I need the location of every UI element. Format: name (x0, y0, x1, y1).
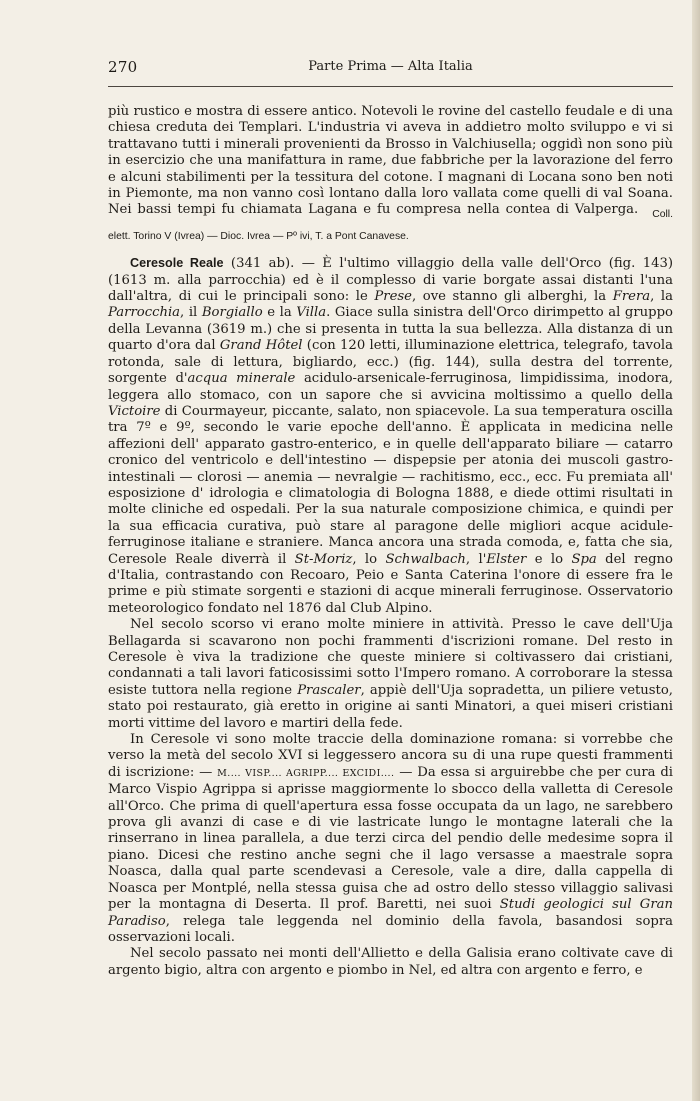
page-edge (692, 0, 700, 1101)
citation-note: Coll. elett. Torino V (Ivrea) — Dioc. Ivrea — Pº ivi, T. a Pont Canavese. (108, 209, 673, 242)
paragraph-ceresole-reale: Ceresole Reale (341 ab). — È l'ultimo villaggio della valle dell'Orco (fig. 143) (1613 m. alla parrocchia) ed è il complesso di varie borgate assai distanti l'una dall'altra, di cui le principali sono: le Prese, ove stanno gli alberghi, la Frera, la Parrocchia, il Borgiallo e la Villa. Giace sulla sinistra dell'Orco dirimpetto al gruppo della Levanna (3619 m.) che si presenta in tutta la sua bellezza. Alla distanza di un quarto d'ora dal Grand Hôtel (con 120 letti, illuminazione elettrica, telegrafo, tavola rotonda, sale di lettura, bigliardo, ecc.) (fig. 144), sulla destra del torrente, sorgente d'acqua minerale acidulo-arsenicale-ferruginosa, limpidissima, inodora, leggera allo stomaco, con un sapore che si avvicina moltissimo a quello della Victoire di Courmayeur, piccante, salato, non spiacevole. La sua temperatura oscilla tra 7º e 9º, secondo le varie epoche dell'anno. È applicata in medicina nelle affezioni dell' apparato gastro-enterico, e in quelle dell'apparato biliare — catarro cronico del ventricolo e dell'intestino — dispepsie per atonia dei muscoli gastro-intestinali — clorosi — anemia — nevralgie — rachitismo, ecc., ecc. Fu premiata all' esposizione d' idrologia e climatologia di Bologna 1888, e diede ottimi risultati in molte cliniche ed ospedali. Per la sua naturale composizione chimica, e quindi per la sua efficacia curativa, può stare al paragone delle migliori acque acidule-ferruginose italiane e straniere. Manca ancora una strada comoda, e, fatta che sia, Ceresole Reale diverrà il St-Moriz, lo Schwalbach, l'Elster e lo Spa del regno d'Italia, contrastando con Recoaro, Peio e Santa Caterina l'onore di essere fra le prime e più stimate sorgenti e stazioni di acque minerali ferruginose. Osservatorio meteorologico fondato nel 1876 dal Club Alpino. (108, 256, 674, 616)
paragraph-miniere: Nel secolo scorso vi erano molte miniere in attività. Presso le cave dell'Uja Bellagarda si scavarono non pochi frammenti d'iscrizioni romane. Del resto in Ceresole è viva la tradizione che queste miniere si coltivassero dai cristiani, condannati a tali lavori faticosissimi sotto l'Impero romano. A corroborare la stessa esiste tuttora nella regione Prascaler, appiè dell'Uja sopradetta, un piliere vetusto, stato poi restaurato, già eretto in origine ai santi Minatori, a quei miseri cristiani morti vittime del lavoro e martiri della fede. (108, 617, 673, 731)
page-number: 270 (108, 58, 138, 76)
paragraph-locana: più rustico e mostra di essere antico. Notevoli le rovine del castello feudale e di una chiesa creduta dei Templari. L'industria vi aveva in addietro molto sviluppo e vi si trattavano tutti i minerali provenienti da Brosso in Valchiusella; oggidì non sono più in esercizio che una manifattura in rame, due fabbriche per la lavorazione del ferro e alcuni stabilimenti per la tessitura del cotone. I magnani di Locana sono ben noti in Piemonte, ma non vanno così lontano dalla loro vallata come quelli di val Soana. Nei bassi tempi fu chiamata Lagana e fu compresa nella contea di Valperga. $_{Coll. elett. Torino V (Ivrea) — Dioc. Ivrea — Pº ivi, T. a Pont Canavese.}$ (108, 104, 673, 242)
header-rule (108, 86, 673, 87)
inscription-fragments: M.... VISP.... AGRIPP.... EXCIDI.... (217, 767, 395, 779)
page-header (108, 58, 673, 80)
running-title: Parte Prima — Alta Italia (308, 59, 473, 74)
paragraph-dominazione-romana: In Ceresole vi sono molte traccie della dominazione romana: si vorrebbe che verso la metà del secolo XVI si leggessero ancora su di una rupe questi frammenti di iscrizione: — M.... VISP.... AGRIPP.... EXCIDI.... — Da essa si arguirebbe che per cura di Marco Vispio Agrippa si aprisse maggiormente lo sbocco della valletta di Ceresole all'Orco. Che prima di quell'apertura essa fosse occupata da un lago, ne sarebbero prova gli avanzi di case e di vie lastricate lungo le montagne laterali che la rinserrano in linea parallela, a due terzi circa del pendio delle medesime sopra il piano. Dicesi che restino anche segni che il lago versasse a maestrale sopra Noasca, dalla qual parte scendevasi a Ceresole, vale a dire, dalla cappella di Noasca per Montplé, nella stessa guisa che ad ostro dello stesso villaggio salivasi per la montagna di Deserta. Il prof. Baretti, nei suoi Studi geologici sul Gran Paradiso, relega tale leggenda nel dominio della favola, basandosi sopra osservazioni locali. (108, 732, 674, 945)
page-body (108, 104, 673, 979)
paragraph-cave-argento: Nel secolo passato nei monti dell'Allietto e della Galisia erano coltivate cave di argento bigio, altra con argento e piombo in Nel, ed altra con argento e ferro, e (108, 946, 673, 978)
entry-headword: Ceresole Reale (130, 256, 224, 271)
